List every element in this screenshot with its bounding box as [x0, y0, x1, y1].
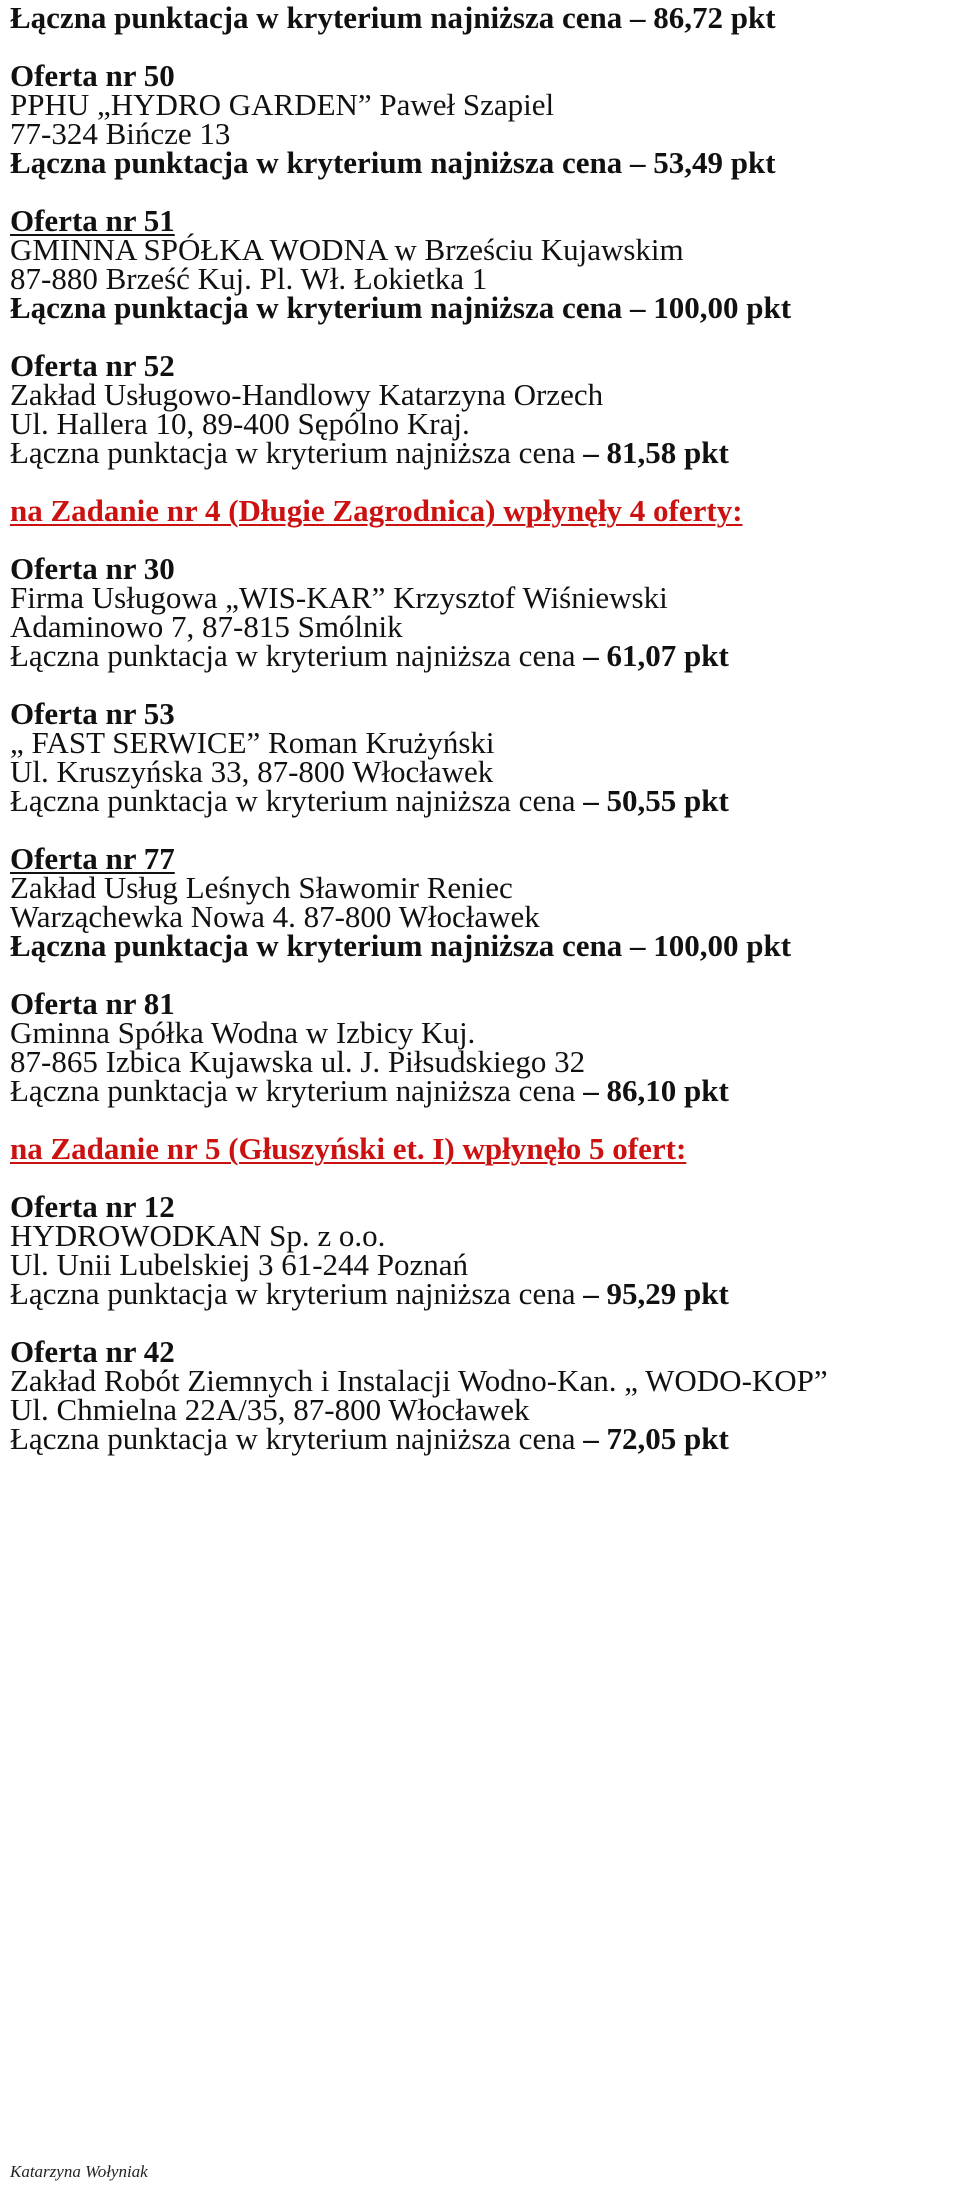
offer-company: GMINNA SPÓŁKA WODNA w Brześciu Kujawskim	[10, 232, 684, 267]
offer-address: Ul. Kruszyńska 33, 87-800 Włocławek	[10, 754, 494, 789]
score-line	[10, 638, 729, 674]
offer-company: „ FAST SERWICE” Roman Krużyński	[10, 725, 495, 760]
offer-heading: Oferta nr 81	[10, 986, 175, 1021]
offer-address: 77-324 Bińcze 13	[10, 116, 231, 151]
score-label: Łączna punktacja w kryterium najniższa cena	[10, 1073, 576, 1108]
offer-heading: Oferta nr 53	[10, 696, 175, 731]
score-label: Łączna punktacja w kryterium najniższa cena	[10, 435, 576, 470]
score-line	[10, 1276, 729, 1312]
score-points: – 61,07 pkt	[583, 638, 729, 673]
score-points: – 50,55 pkt	[583, 783, 729, 818]
offer-heading: Oferta nr 51	[10, 203, 175, 238]
offer-company: HYDROWODKAN Sp. z o.o.	[10, 1218, 386, 1253]
score-label: Łączna punktacja w kryterium najniższa cena	[10, 1276, 576, 1311]
score-line: Łączna punktacja w kryterium najniższa cena – 100,00 pkt	[10, 290, 792, 325]
offer-company: Zakład Usługowo-Handlowy Katarzyna Orzech	[10, 377, 604, 412]
score-line	[10, 783, 729, 819]
score-line	[10, 1421, 729, 1457]
score-line	[10, 1073, 729, 1109]
offer-address: Warząchewka Nowa 4. 87-800 Włocławek	[10, 899, 540, 934]
offer-heading: Oferta nr 52	[10, 348, 175, 383]
score-line: Łączna punktacja w kryterium najniższa cena – 86,72 pkt	[10, 0, 776, 35]
offer-company: Zakład Robót Ziemnych i Instalacji Wodno-Kan. „ WODO-KOP”	[10, 1363, 828, 1398]
score-points: – 95,29 pkt	[583, 1276, 729, 1311]
score-label: Łączna punktacja w kryterium najniższa cena	[10, 783, 576, 818]
offer-address: Ul. Unii Lubelskiej 3 61-244 Poznań	[10, 1247, 469, 1282]
score-line: Łączna punktacja w kryterium najniższa cena – 100,00 pkt	[10, 928, 792, 963]
score-points: – 72,05 pkt	[583, 1421, 729, 1456]
offer-heading: Oferta nr 77	[10, 841, 175, 876]
score-line	[10, 435, 729, 471]
offer-company: Zakład Usług Leśnych Sławomir Reniec	[10, 870, 513, 905]
offer-address: 87-865 Izbica Kujawska ul. J. Piłsudskiego 32	[10, 1044, 586, 1079]
offer-company: Gminna Spółka Wodna w Izbicy Kuj.	[10, 1015, 476, 1050]
score-line: Łączna punktacja w kryterium najniższa cena – 53,49 pkt	[10, 145, 776, 180]
offer-company: PPHU „HYDRO GARDEN” Paweł Szapiel	[10, 87, 555, 122]
task-heading: na Zadanie nr 5 (Głuszyński et. I) wpłynęło 5 ofert:	[10, 1131, 687, 1166]
offer-address: Adaminowo 7, 87-815 Smólnik	[10, 609, 403, 644]
offer-heading: Oferta nr 30	[10, 551, 175, 586]
offer-heading: Oferta nr 42	[10, 1334, 175, 1369]
offer-address: 87-880 Brześć Kuj. Pl. Wł. Łokietka 1	[10, 261, 488, 296]
offer-company: Firma Usługowa „WIS-KAR” Krzysztof Wiśniewski	[10, 580, 668, 615]
offer-heading: Oferta nr 50	[10, 58, 175, 93]
offer-address: Ul. Chmielna 22A/35, 87-800 Włocławek	[10, 1392, 530, 1427]
score-points: – 86,10 pkt	[583, 1073, 729, 1108]
score-label: Łączna punktacja w kryterium najniższa cena	[10, 1421, 576, 1456]
offer-heading: Oferta nr 12	[10, 1189, 175, 1224]
offer-address: Ul. Hallera 10, 89-400 Sępólno Kraj.	[10, 406, 470, 441]
score-label: Łączna punktacja w kryterium najniższa cena	[10, 638, 576, 673]
score-points: – 81,58 pkt	[583, 435, 729, 470]
task-heading: na Zadanie nr 4 (Długie Zagrodnica) wpłynęły 4 oferty:	[10, 493, 743, 528]
footer-author: Katarzyna Wołyniak	[10, 2162, 148, 2181]
